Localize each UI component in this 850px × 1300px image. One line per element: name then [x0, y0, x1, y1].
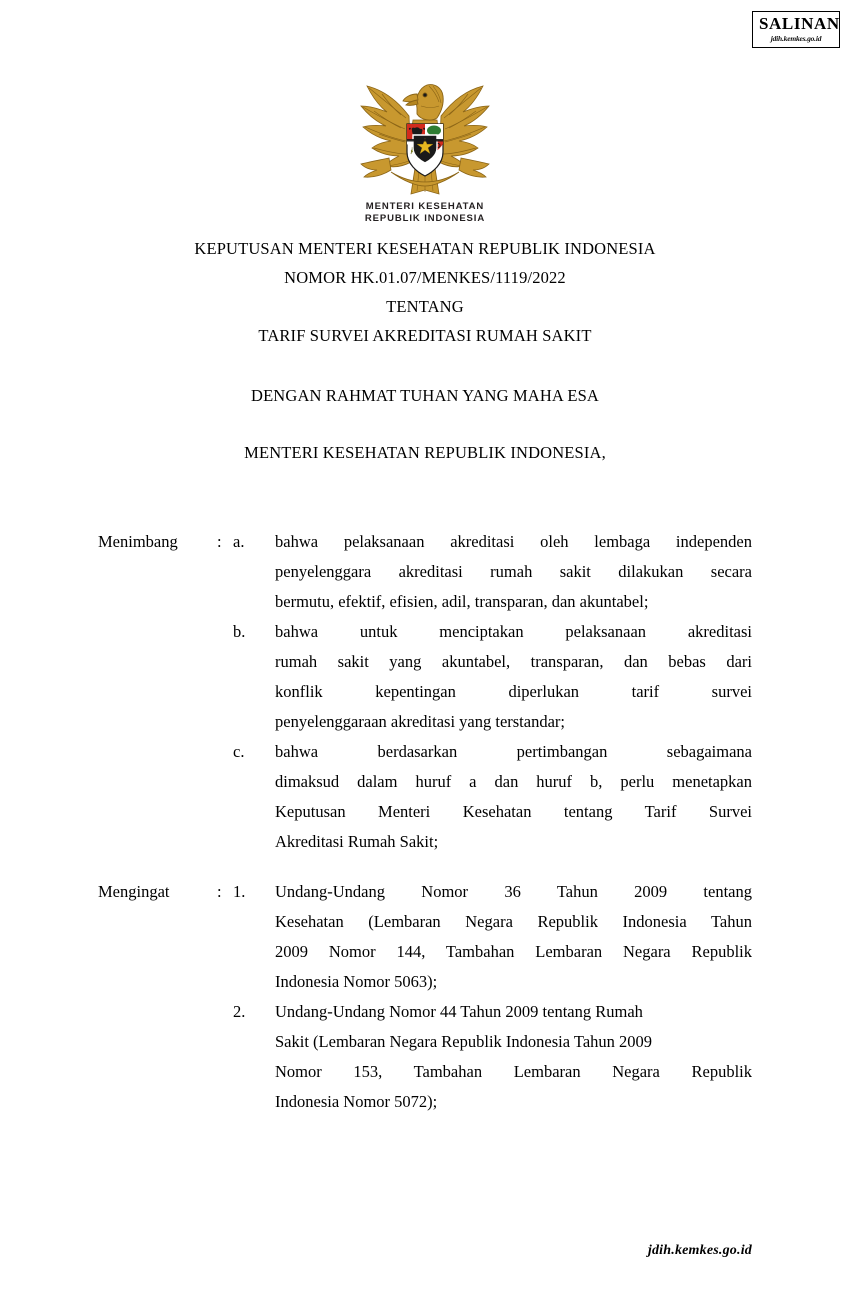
menimbang-colon: : — [217, 532, 222, 551]
clause-line: Keputusan Menteri Kesehatan tentang Tarif Survei — [275, 802, 752, 821]
menimbang-section — [98, 527, 752, 857]
emblem-caption-line-1: MENTERI KESEHATAN — [365, 201, 485, 212]
menimbang-marker-c: c. — [233, 742, 245, 761]
clause-line: rumah sakit yang akuntabel, transparan, dan bebas dari — [275, 652, 752, 671]
emblem-block — [0, 72, 850, 224]
emblem-caption-line-2: REPUBLIK INDONESIA — [364, 212, 486, 224]
clause-line: konflik kepentingan diperlukan tarif survei — [275, 682, 752, 701]
clause-line: Undang-Undang Nomor 36 Tahun 2009 tentang — [275, 882, 752, 901]
menimbang-marker-b: b. — [233, 622, 246, 641]
document-number: NOMOR HK.01.07/MENKES/1119/2022 — [284, 268, 566, 287]
menimbang-item-c — [98, 737, 752, 857]
salinan-stamp-title: SALINAN — [759, 14, 840, 33]
footer-watermark: jdih.kemkes.go.id — [647, 1243, 752, 1258]
mengingat-section — [98, 877, 752, 1117]
clause-line: Nomor 153, Tambahan Lembaran Negara Republik — [275, 1062, 752, 1081]
mengingat-marker-1: 1. — [233, 882, 246, 901]
clause-line: Indonesia Nomor 5063); — [275, 972, 438, 991]
clause-line: Kesehatan (Lembaran Negara Republik Indonesia Tahun — [275, 912, 752, 931]
preamble-authority: MENTERI KESEHATAN REPUBLIK INDONESIA, — [244, 443, 606, 462]
clause-line: bahwa berdasarkan pertimbangan sebagaimana — [275, 742, 752, 761]
document-subject: TARIF SURVEI AKREDITASI RUMAH SAKIT — [258, 326, 592, 345]
clause-line: dimaksud dalam huruf a dan huruf b, perlu menetapkan — [275, 772, 752, 791]
garuda-pancasila-icon — [349, 72, 501, 200]
menimbang-text-c — [275, 737, 752, 857]
clause-line: Sakit (Lembaran Negara Republik Indonesia Tahun 2009 — [275, 1032, 653, 1051]
clause-line: Undang-Undang Nomor 44 Tahun 2009 tentang Rumah — [275, 1002, 643, 1021]
document-title-tentang: TENTANG — [386, 297, 464, 316]
clause-line: bermutu, efektif, efisien, adil, transparan, dan akuntabel; — [275, 592, 649, 611]
clause-line: penyelenggaraan akreditasi yang terstandar; — [275, 712, 565, 731]
preamble-invocation: DENGAN RAHMAT TUHAN YANG MAHA ESA — [251, 386, 599, 405]
menimbang-item-a — [98, 527, 752, 617]
preamble-block — [0, 381, 850, 467]
salinan-stamp — [752, 11, 840, 48]
mengingat-item-2 — [98, 997, 752, 1117]
clause-line: 2009 Nomor 144, Tambahan Lembaran Negara Republik — [275, 942, 752, 961]
menimbang-item-b — [98, 617, 752, 737]
document-title-block — [0, 234, 850, 350]
menimbang-text-b — [275, 617, 752, 737]
emblem-caption — [365, 201, 485, 224]
mengingat-text-2 — [275, 997, 752, 1117]
salinan-stamp-subtitle: jdih.kemkes.go.id — [770, 33, 822, 43]
menimbang-text-a — [275, 527, 752, 617]
mengingat-colon: : — [217, 882, 222, 901]
menimbang-marker-a: a. — [233, 532, 245, 551]
mengingat-label: Mengingat — [98, 882, 170, 901]
clause-line: Indonesia Nomor 5072); — [275, 1092, 438, 1111]
clause-line: penyelenggara akreditasi rumah sakit dilakukan secara — [275, 562, 752, 581]
clause-line: bahwa untuk menciptakan pelaksanaan akreditasi — [275, 622, 752, 641]
clause-line: bahwa pelaksanaan akreditasi oleh lembaga independen — [275, 532, 752, 551]
mengingat-marker-2: 2. — [233, 1002, 246, 1021]
clause-line: Akreditasi Rumah Sakit; — [275, 832, 439, 851]
document-title-line-1: KEPUTUSAN MENTERI KESEHATAN REPUBLIK INDONESIA — [194, 239, 656, 258]
preamble-spacer — [0, 410, 850, 438]
mengingat-text-1 — [275, 877, 752, 997]
menimbang-label: Menimbang — [98, 532, 178, 551]
mengingat-item-1 — [98, 877, 752, 997]
